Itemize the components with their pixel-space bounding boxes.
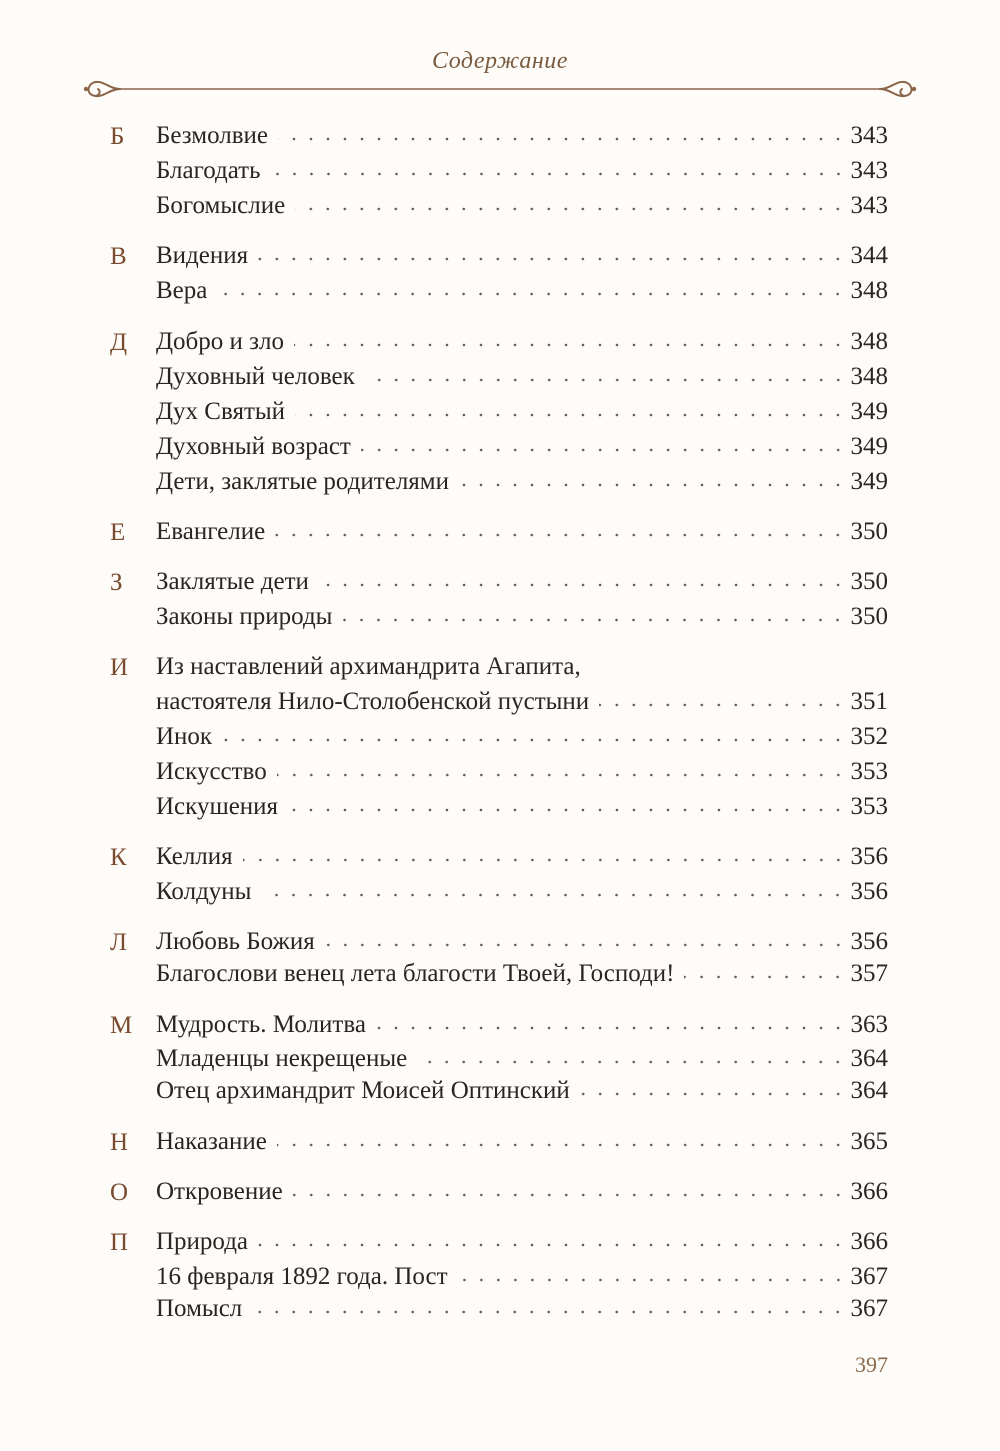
toc-entry-page: 351	[850, 688, 888, 715]
toc-entry[interactable]	[156, 276, 888, 306]
toc-entry-page: 350	[850, 603, 888, 630]
toc-entry[interactable]	[156, 121, 888, 151]
toc-entry-title: Любовь Божия	[156, 928, 315, 955]
dot-leader	[458, 1274, 847, 1286]
toc-entry[interactable]	[156, 722, 888, 752]
toc-entry-page: 348	[850, 328, 888, 355]
toc-entry-title: Помысл	[156, 1295, 243, 1322]
toc-entry-page: 357	[850, 960, 888, 987]
section-letter: К	[110, 844, 127, 871]
toc-entry[interactable]	[156, 927, 888, 957]
toc-entry[interactable]	[156, 567, 888, 597]
toc-entry-page: 352	[850, 723, 888, 750]
toc-entry-title: Колдуны	[156, 878, 252, 905]
ornamental-rule-icon	[80, 72, 920, 108]
dot-leader	[217, 288, 846, 300]
toc-entry-title: Богомыслие	[156, 192, 286, 219]
toc-entry-title: Келлия	[156, 843, 233, 870]
dot-leader	[459, 479, 847, 491]
dot-leader	[243, 854, 847, 866]
section-letter: Н	[110, 1129, 129, 1156]
section-letter: Б	[110, 123, 125, 150]
toc-entry-title: Искушения	[156, 793, 279, 820]
toc-entry-title: Дети, заклятые родителями	[156, 468, 449, 495]
toc-entry-title: 16 февраля 1892 года. Пост	[156, 1263, 448, 1290]
toc-entry-title-line: Из наставлений архимандрита Агапита,	[156, 653, 581, 680]
toc-entry-page: 356	[850, 928, 888, 955]
section-letter: М	[110, 1012, 133, 1039]
toc-entry[interactable]	[156, 397, 888, 427]
toc-entry[interactable]	[156, 517, 888, 547]
toc-entry-title: Дух Святый	[156, 398, 286, 425]
toc-entry-title: Вера	[156, 277, 208, 304]
toc-entry-page: 348	[850, 277, 888, 304]
toc-entry[interactable]	[156, 432, 888, 462]
toc-entry-title: Природа	[156, 1228, 249, 1255]
toc-entry[interactable]	[156, 467, 888, 497]
dot-leader	[278, 133, 846, 145]
toc-entry-title: Добро и зло	[156, 328, 285, 355]
toc-entry-title: Евангелие	[156, 518, 266, 545]
toc-entry[interactable]	[156, 602, 888, 632]
toc-entry[interactable]	[156, 842, 888, 872]
toc-entry[interactable]	[156, 959, 888, 989]
toc-entry-page: 343	[850, 122, 888, 149]
dot-leader	[295, 409, 846, 421]
toc-entry[interactable]	[156, 362, 888, 392]
toc-entry-title: Видения	[156, 242, 249, 269]
toc-entry-page: 350	[850, 518, 888, 545]
dot-leader	[271, 168, 847, 180]
toc-entry-page: 344	[850, 242, 888, 269]
toc-entry-page: 364	[850, 1045, 888, 1072]
dot-leader	[365, 374, 847, 386]
toc-entry[interactable]	[156, 1177, 888, 1207]
toc-entry-page: 364	[850, 1077, 888, 1104]
toc-entry[interactable]	[156, 1127, 888, 1157]
section-letter: В	[110, 243, 127, 270]
dot-leader	[294, 339, 846, 351]
toc-entry-page: 365	[850, 1128, 888, 1155]
toc-entry-page: 363	[850, 1011, 888, 1038]
toc-entry[interactable]	[156, 1294, 888, 1324]
dot-leader	[295, 203, 846, 215]
toc-entry[interactable]	[156, 877, 888, 907]
section-letter: И	[110, 654, 129, 681]
dot-leader	[319, 579, 847, 591]
toc-entry-title: Заклятые дети	[156, 568, 309, 595]
toc-entry-title: Наказание	[156, 1128, 267, 1155]
toc-entry-page: 356	[850, 878, 888, 905]
toc-entry-title: Младенцы некрещеные	[156, 1045, 408, 1072]
toc-entry-title: Законы природы	[156, 603, 333, 630]
toc-entry-title: Инок	[156, 723, 213, 750]
toc-entry-page: 349	[850, 468, 888, 495]
toc-entry-page: 343	[850, 157, 888, 184]
dot-leader	[599, 699, 846, 711]
toc-entry[interactable]	[156, 687, 888, 717]
toc-entry-title: Безмолвие	[156, 122, 269, 149]
toc-entry-page: 366	[850, 1228, 888, 1255]
toc-entry-page: 367	[850, 1295, 888, 1322]
toc-entry-page: 356	[850, 843, 888, 870]
dot-leader	[376, 1022, 847, 1034]
page-title: Содержание	[432, 48, 568, 74]
toc-entry[interactable]	[156, 792, 888, 822]
section-letter: Д	[110, 329, 128, 356]
toc-entry[interactable]	[156, 241, 888, 271]
toc-entry[interactable]	[156, 1010, 888, 1040]
toc-entry[interactable]	[156, 156, 888, 186]
toc-entry[interactable]	[156, 1076, 888, 1106]
section-letter: З	[110, 569, 123, 596]
toc-entry-title: настоятеля Нило-Столобенской пустыни	[156, 688, 590, 715]
toc-entry[interactable]	[156, 1044, 888, 1074]
dot-leader	[361, 444, 847, 456]
toc-entry[interactable]	[156, 1262, 888, 1292]
dot-leader	[258, 1239, 846, 1251]
toc-entry-page: 353	[850, 793, 888, 820]
section-letter: О	[110, 1179, 129, 1206]
dot-leader	[684, 971, 846, 983]
toc-entry-title: Мудрость. Молитва	[156, 1011, 366, 1038]
toc-entry[interactable]	[156, 757, 888, 787]
toc-entry-page: 348	[850, 363, 888, 390]
dot-leader	[580, 1088, 847, 1100]
dot-leader	[417, 1056, 846, 1068]
dot-leader	[222, 734, 846, 746]
dot-leader	[261, 889, 846, 901]
toc-entry-page: 353	[850, 758, 888, 785]
toc-entry-title: Благослови венец лета благости Твоей, Господи!	[156, 960, 675, 987]
toc-entry[interactable]	[156, 327, 888, 357]
section-letter: П	[110, 1229, 129, 1256]
toc-entry[interactable]	[156, 191, 888, 221]
dot-leader	[293, 1189, 847, 1201]
toc-entry-page: 366	[850, 1178, 888, 1205]
dot-leader	[325, 939, 847, 951]
page-number: 397	[855, 1352, 888, 1377]
dot-leader	[275, 529, 846, 541]
dot-leader	[277, 1139, 847, 1151]
toc-entry-page: 343	[850, 192, 888, 219]
dot-leader	[252, 1306, 846, 1318]
section-letter: Е	[110, 519, 126, 546]
dot-leader	[288, 804, 846, 816]
toc-entry-page: 349	[850, 433, 888, 460]
toc-entry-page: 350	[850, 568, 888, 595]
toc-entry-title: Искусство	[156, 758, 267, 785]
toc-entry-title: Духовный возраст	[156, 433, 351, 460]
toc-entry-title: Благодать	[156, 157, 261, 184]
dot-leader	[258, 253, 846, 265]
toc-entry-title: Духовный человек	[156, 363, 355, 390]
toc-entry-page: 367	[850, 1263, 888, 1290]
section-letter: Л	[110, 929, 127, 956]
dot-leader	[342, 614, 846, 626]
page-header	[80, 48, 920, 108]
toc-entry-title: Отец архимандрит Моисей Оптинский	[156, 1077, 570, 1104]
toc-entry-page: 349	[850, 398, 888, 425]
toc-entry-title: Откровение	[156, 1178, 283, 1205]
dot-leader	[277, 769, 847, 781]
toc-entry[interactable]	[156, 1227, 888, 1257]
